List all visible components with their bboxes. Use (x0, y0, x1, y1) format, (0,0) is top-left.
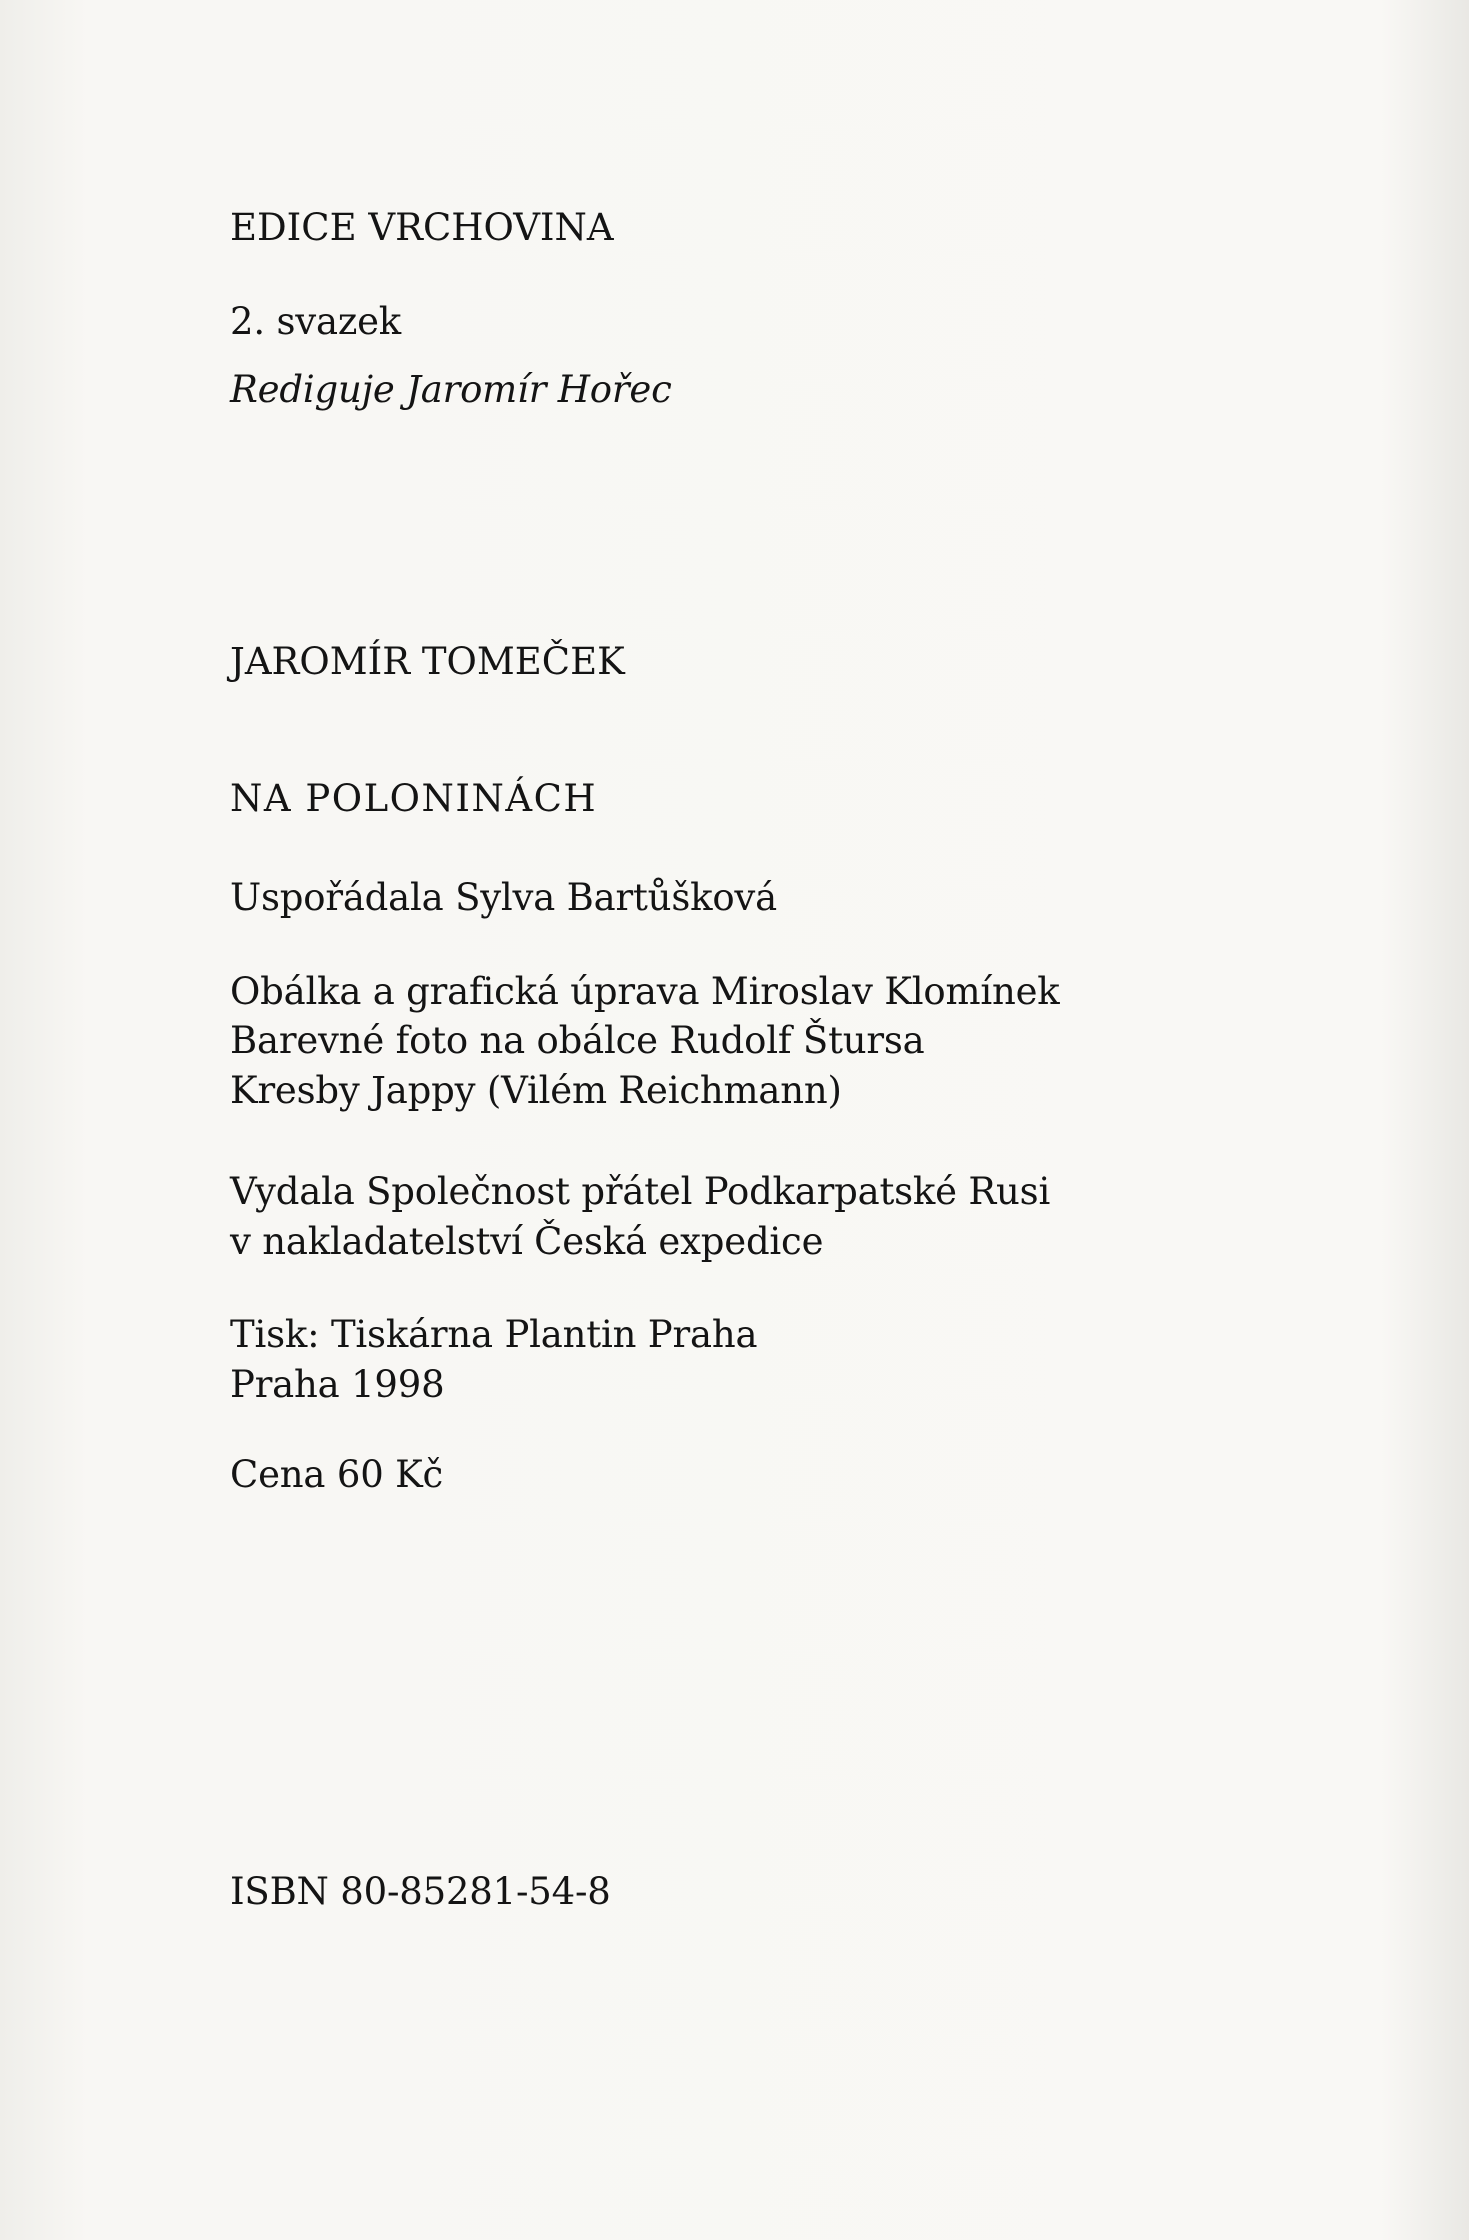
publisher-line-2: v nakladatelství Česká expedice (230, 1220, 824, 1263)
series-name: EDICE VRCHOVINA (230, 206, 614, 249)
price-line: Cena 60 Kč (230, 1453, 444, 1496)
printer-line: Tisk: Tiskárna Plantin Praha (230, 1313, 758, 1356)
isbn-line: ISBN 80-85281-54-8 (230, 1870, 611, 1913)
cover-photo-credit: Barevné foto na obálce Rudolf Štursa (230, 1019, 925, 1062)
cover-design-credit: Obálka a grafická úprava Miroslav Klomínek (230, 970, 1060, 1013)
volume-number: 2. svazek (230, 300, 402, 343)
compiled-by: Uspořádala Sylva Bartůšková (230, 876, 777, 919)
illustrations-credit: Kresby Jappy (Vilém Reichmann) (230, 1069, 842, 1112)
publisher-line-1: Vydala Společnost přátel Podkarpatské Rusi (230, 1170, 1051, 1213)
place-year: Praha 1998 (230, 1363, 445, 1406)
editor-line: Rediguje Jaromír Hořec (230, 368, 672, 411)
author-name: JAROMÍR TOMEČEK (230, 640, 625, 683)
book-title: NA POLONINÁCH (230, 777, 598, 820)
